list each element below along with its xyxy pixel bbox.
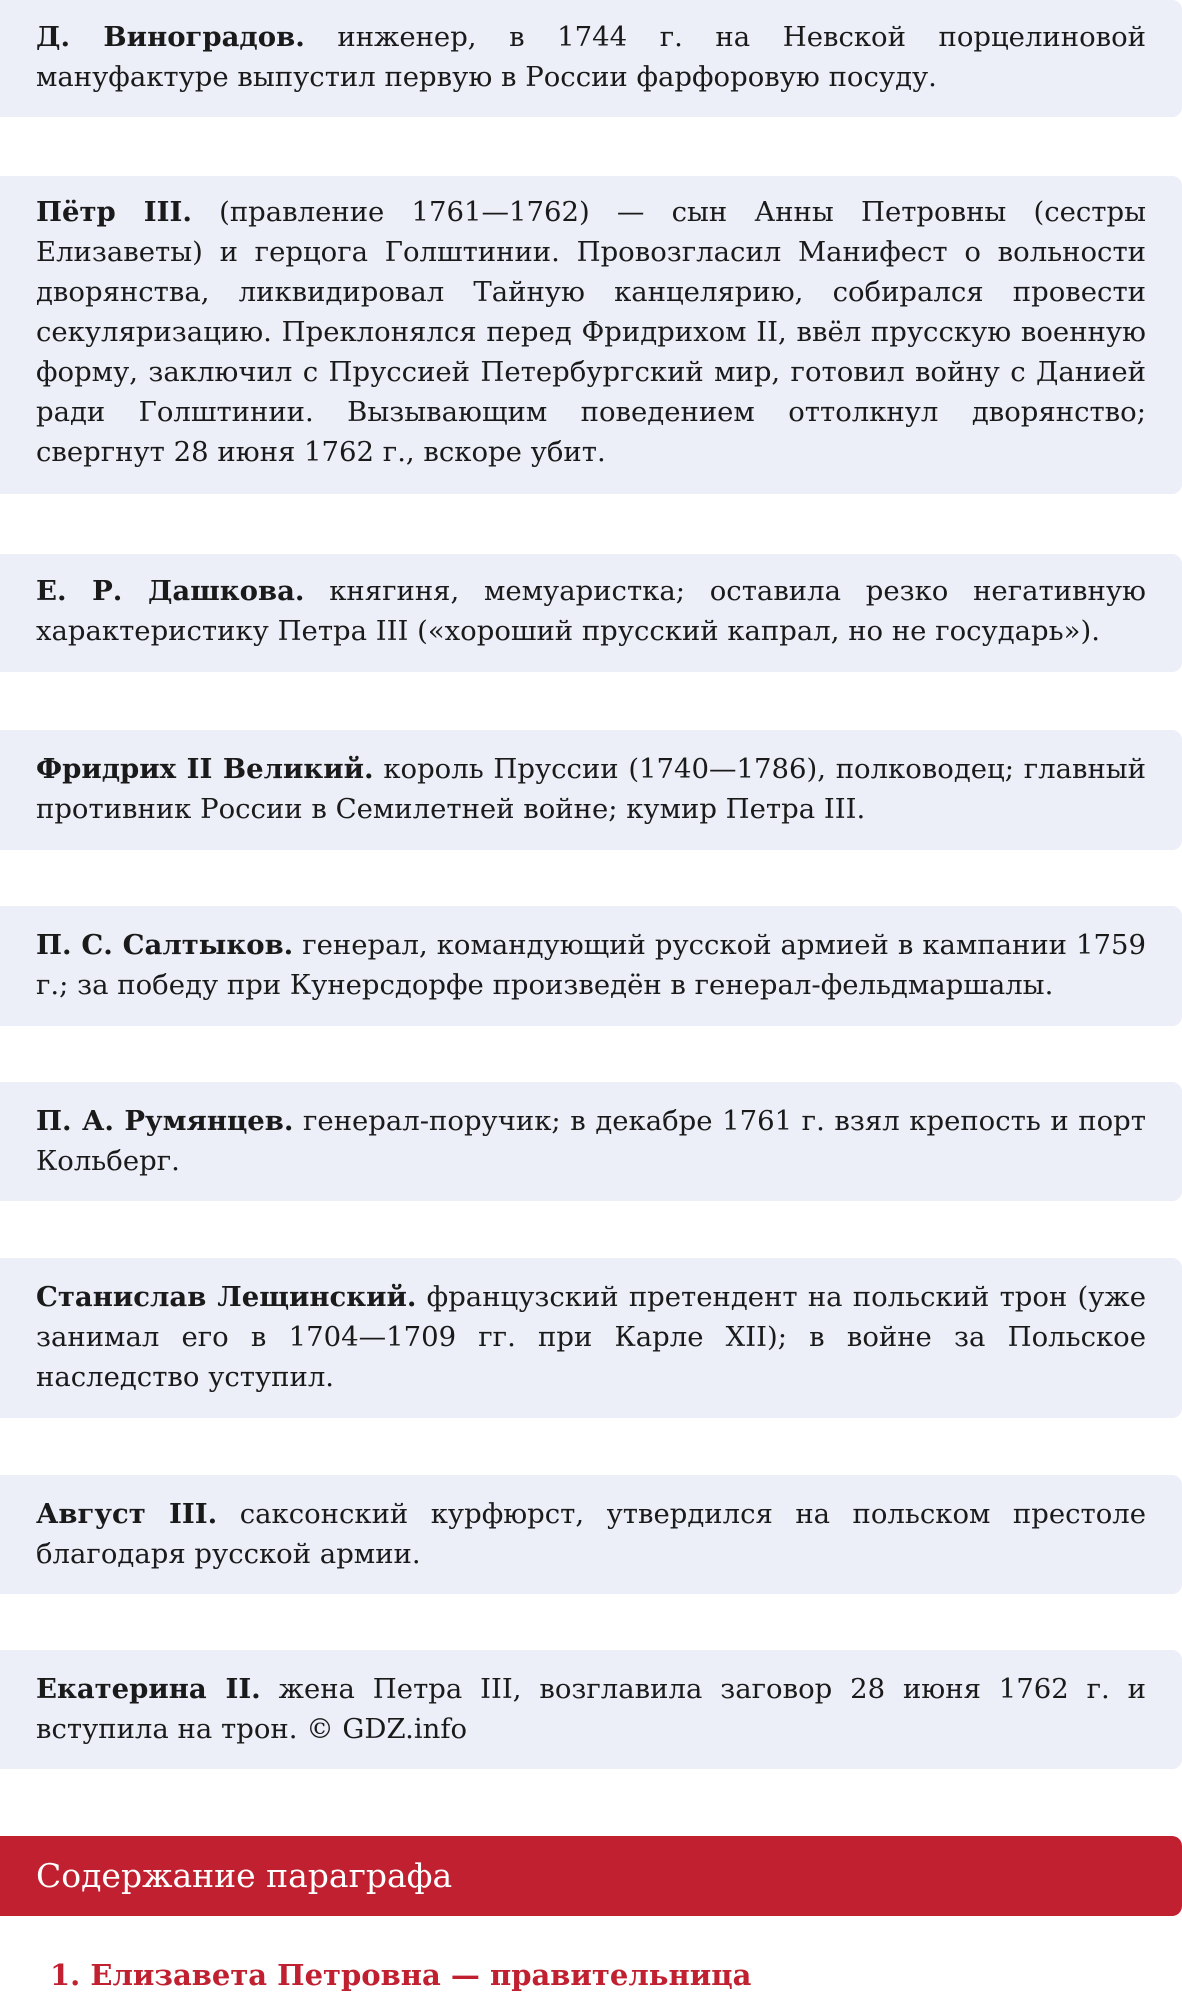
- entry-name: Е. Р. Дашкова.: [36, 575, 305, 607]
- entry-peter-iii: [0, 176, 1182, 494]
- entry-vinogradov: [0, 0, 1182, 117]
- entry-text: генерал-поручик; в декабре 1761 г. взял крепость и порт Кольберг.: [36, 1105, 1146, 1177]
- entry-name: Пётр III.: [36, 196, 192, 228]
- entry-text: саксонский курфюрст, утвердился на польском престоле благодаря русской армии.: [36, 1498, 1147, 1570]
- section-title: Содержание параграфа: [36, 1856, 453, 1895]
- entry-text: жена Петра III, возглавила заговор 28 июня 1762 г. и вступила на трон. © GDZ.info: [36, 1673, 1147, 1745]
- entry-name: Август III.: [36, 1498, 218, 1530]
- entry-catherine-ii: [0, 1650, 1182, 1769]
- entry-text: король Пруссии (1740—1786), полководец; главный противник России в Семилетней войне; кумир Петра III.: [36, 753, 1146, 825]
- section-header: [0, 1836, 1182, 1916]
- entry-text: (правление 1761—1762) — сын Анны Петровны (сестры Елизаветы) и герцога Голштинии. Провозгласил Манифест о вольности дворянства, ликвидировал Тайную канцелярию, собирался провести секуляризацию. Преклонялся перед Фридрихом II, ввёл прусскую военную форму, заключил с Пруссией Петербургский мир, готовил войну с Данией ради Голштинии. Вызывающим поведением оттолкнул дворянство; свергнут 28 июня 1762 г., вскоре убит.: [36, 196, 1146, 468]
- entry-text: инженер, в 1744 г. на Невской порцелиновой мануфактуре выпустил первую в России фарфоровую посуду.: [36, 21, 1147, 93]
- entry-name: П. А. Румянцев.: [36, 1105, 294, 1137]
- entry-name: Фридрих II Великий.: [36, 753, 374, 785]
- entry-name: Станислав Лещинский.: [36, 1281, 417, 1313]
- entry-text: французский претендент на польский трон (уже занимал его в 1704—1709 гг. при Карле XII); в войне за Польское наследство уступил.: [36, 1281, 1146, 1393]
- entry-rumyantsev: [0, 1082, 1182, 1201]
- entry-name: Д. Виноградов.: [36, 21, 305, 53]
- entry-name: П. С. Салтыков.: [36, 929, 294, 961]
- entry-leszczynski: [0, 1258, 1182, 1418]
- entry-text: княгиня, мемуаристка; оставила резко негативную характеристику Петра III («хороший прусский капрал, но не государь»).: [36, 575, 1146, 647]
- entry-name: Екатерина II.: [36, 1673, 261, 1705]
- entry-frederick-ii: [0, 730, 1182, 850]
- section-first-item: 1. Елизавета Петровна — правительница: [50, 1958, 752, 1992]
- entry-text: генерал, командующий русской армией в кампании 1759 г.; за победу при Кунерсдорфе произведён в генерал-фельдмаршалы.: [36, 929, 1146, 1001]
- entry-saltykov: [0, 906, 1182, 1026]
- entry-augustus-iii: [0, 1475, 1182, 1594]
- entry-dashkova: [0, 554, 1182, 672]
